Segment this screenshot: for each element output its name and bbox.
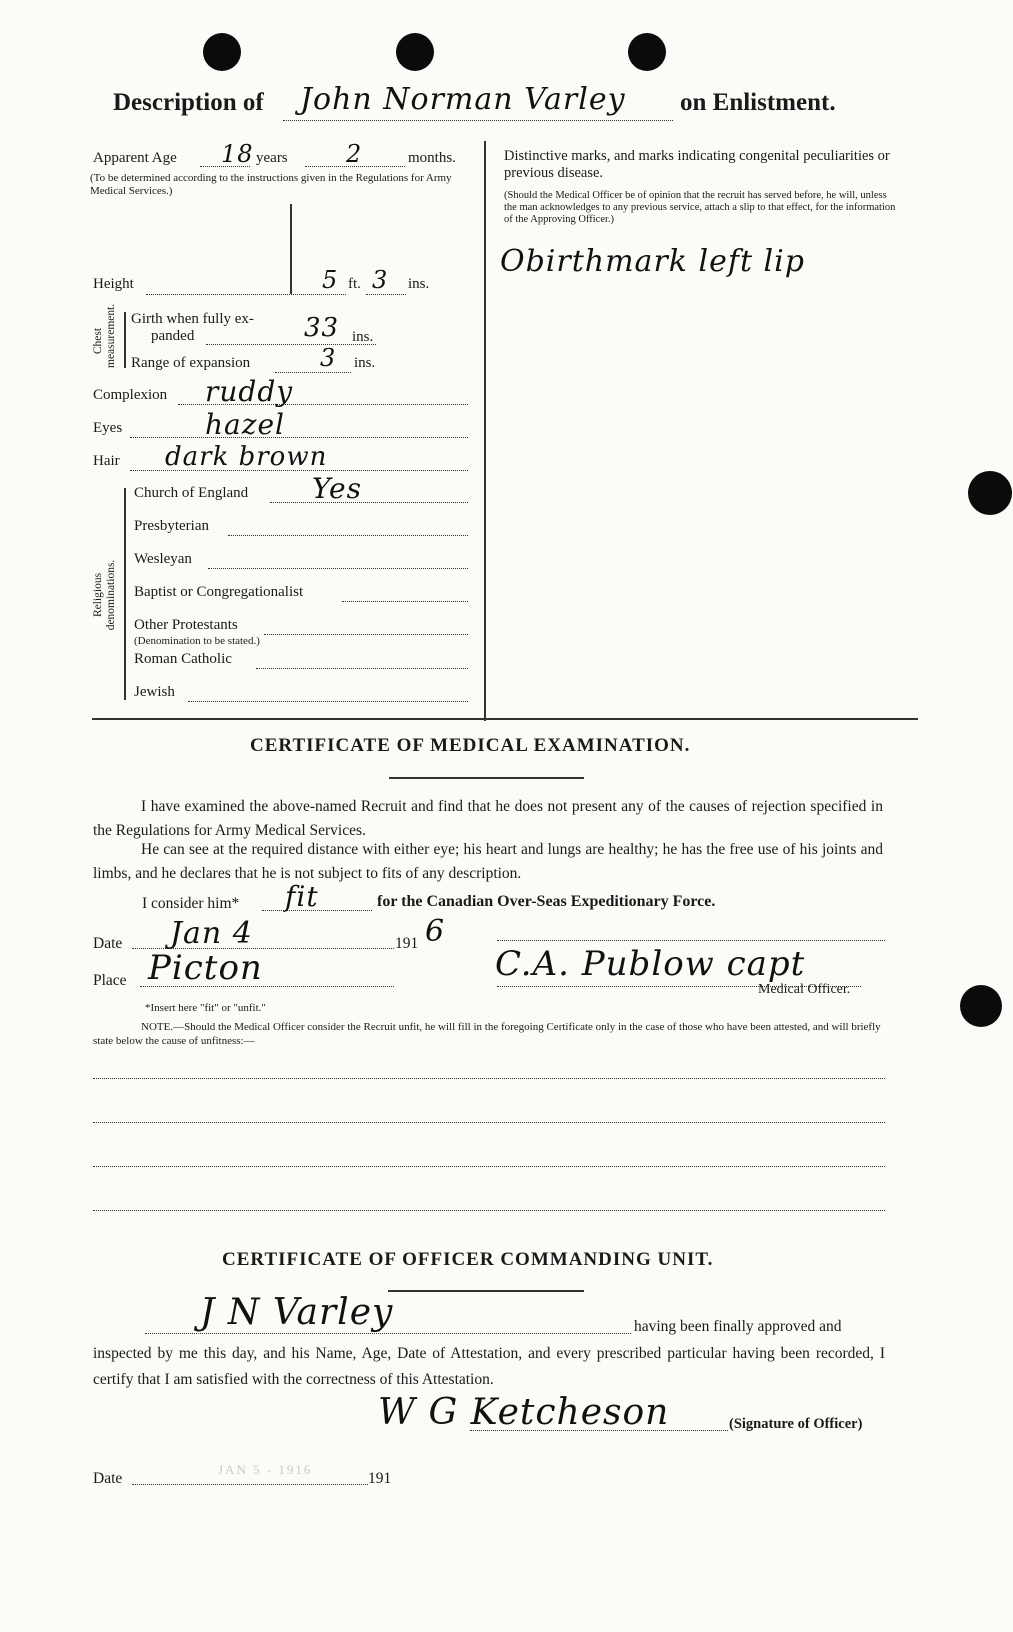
- age-note: (To be determined according to the instructions given in the Regulations for Army Medical Services.): [90, 172, 452, 197]
- other-protestants-note: (Denomination to be stated.): [134, 635, 260, 647]
- punch-hole-top-center: [396, 33, 434, 71]
- religion-side-label: [92, 525, 118, 665]
- age-years-label: years: [256, 150, 288, 166]
- chest-bracket: [124, 312, 126, 368]
- age-years-line: [200, 166, 250, 167]
- medical-officer-signature: C.A. Publow capt: [495, 944, 806, 984]
- eyes-label: Eyes: [93, 420, 123, 436]
- punch-hole-top-left: [203, 33, 241, 71]
- officer-signature: W G Ketcheson: [378, 1392, 670, 1433]
- punch-hole-right-middle: [968, 471, 1012, 515]
- consider-prefix: I consider him*: [142, 895, 240, 912]
- commanding-heading-rule: [388, 1290, 584, 1292]
- hair-label: Hair: [93, 453, 120, 469]
- height-feet-label: ft.: [348, 276, 361, 292]
- consider-suffix: for the Canadian Over-Seas Expeditionary Force.: [377, 893, 716, 910]
- range-label: Range of expansion: [131, 355, 251, 371]
- wesleyan-label: Wesleyan: [134, 551, 192, 567]
- commanding-para: inspected by me this day, and his Name, Age, Date of Attestation, and every prescribed particular having been recorded, I certify that I am satisfied with the correctness of this Attestation.: [93, 1345, 885, 1388]
- roman-catholic-label: Roman Catholic: [134, 651, 232, 667]
- height-inches-line: [366, 294, 406, 295]
- church-of-england-value: Yes: [312, 472, 362, 505]
- girth-label-2: panded: [151, 328, 195, 344]
- commanding-date-label: Date: [93, 1470, 123, 1487]
- height-inches-value: 3: [372, 266, 389, 294]
- complexion-value: ruddy: [205, 375, 294, 408]
- commanding-date-line: [132, 1484, 368, 1485]
- distinctive-value: Obirthmark left lip: [500, 244, 805, 279]
- eyes-line: [130, 437, 468, 438]
- medical-heading: CERTIFICATE OF MEDICAL EXAMINATION.: [250, 735, 691, 756]
- range-unit: ins.: [354, 355, 376, 371]
- age-months-line: [305, 166, 405, 167]
- jewish-label: Jewish: [134, 684, 175, 700]
- other-protestants-line: [264, 634, 468, 635]
- medical-year-digit: 6: [425, 914, 446, 949]
- unfitness-line-4: [93, 1210, 885, 1211]
- chest-side-label-text: Chest measurement.: [92, 303, 117, 368]
- medical-officer-label: Medical Officer.: [758, 982, 851, 997]
- chest-side-label: [92, 303, 118, 368]
- eyes-value: hazel: [205, 408, 286, 441]
- medical-date-value: Jan 4: [170, 916, 253, 951]
- recruit-signature: J N Varley: [200, 1292, 394, 1333]
- name-dotted-line: [283, 120, 673, 121]
- jewish-line: [188, 701, 468, 702]
- medical-date-label: Date: [93, 935, 123, 952]
- column-divider: [484, 141, 486, 721]
- commanding-heading: CERTIFICATE OF OFFICER COMMANDING UNIT.: [222, 1249, 714, 1270]
- religion-bracket: [124, 488, 126, 700]
- unfitness-line-2: [93, 1122, 885, 1123]
- medical-note: NOTE.—Should the Medical Officer consider the Recruit unfit, he will fill in the foregoing Certificate only in the case of those who have been attested, and will briefly state below the cause of unfitness:—: [93, 1021, 881, 1047]
- punch-hole-top-right: [628, 33, 666, 71]
- wesleyan-line: [208, 568, 468, 569]
- medical-para-2: He can see at the required distance with either eye; his heart and lungs are healthy; he has the free use of his joints and limbs, and he declares that he is not subject to fits of any description.: [93, 841, 883, 882]
- place-value: Picton: [148, 948, 263, 988]
- age-years-value: 18: [221, 140, 254, 168]
- unfitness-line-1: [93, 1078, 885, 1079]
- other-protestants-label: Other Protestants: [134, 617, 238, 633]
- height-feet-line: [146, 294, 346, 295]
- unfitness-line-3: [93, 1166, 885, 1167]
- commanding-year-prefix: 191: [368, 1470, 392, 1487]
- age-months-value: 2: [346, 140, 363, 168]
- commanding-date-stamp: JAN 5 - 1916: [218, 1462, 313, 1477]
- baptist-label: Baptist or Congregationalist: [134, 584, 304, 600]
- medical-year-prefix: 191: [395, 935, 419, 952]
- religion-side-label-2: denominations.: [105, 559, 117, 631]
- punch-hole-right-lower: [960, 985, 1002, 1027]
- height-label: Height: [93, 276, 134, 292]
- age-label: Apparent Age: [93, 150, 177, 166]
- consider-value: fit: [285, 880, 319, 913]
- age-months-label: months.: [408, 150, 456, 166]
- approved-text: having been finally approved and: [634, 1318, 842, 1335]
- church-of-england-label: Church of England: [134, 485, 249, 501]
- medical-para-1: I have examined the above-named Recruit and find that he does not present any of the causes of rejection specified in the Regulations for Army Medical Services.: [93, 798, 883, 839]
- church-of-england-line: [270, 502, 468, 503]
- medical-heading-rule: [389, 777, 584, 779]
- presbyterian-label: Presbyterian: [134, 518, 209, 534]
- place-label: Place: [93, 972, 127, 989]
- age-note-bracket: [290, 204, 292, 294]
- girth-line: [206, 344, 376, 345]
- hair-value: dark brown: [165, 442, 328, 472]
- presbyterian-line: [228, 535, 468, 536]
- girth-value: 33: [304, 313, 340, 343]
- height-feet-value: 5: [322, 266, 339, 294]
- girth-label-1: Girth when fully ex-: [131, 311, 254, 327]
- girth-unit: ins.: [352, 329, 374, 345]
- medical-officer-top-line: [497, 940, 885, 941]
- form-bottom-rule: [92, 718, 918, 720]
- complexion-label: Complexion: [93, 387, 168, 403]
- title-prefix: Description of: [113, 89, 264, 116]
- signature-label: (Signature of Officer): [729, 1416, 863, 1432]
- recruit-name: John Norman Varley: [300, 82, 626, 117]
- height-inches-label: ins.: [408, 276, 430, 292]
- insert-note: *Insert here "fit" or "unfit.": [145, 1002, 266, 1014]
- title-suffix: on Enlistment.: [680, 89, 836, 116]
- distinctive-title: Distinctive marks, and marks indicating congenital peculiarities or previous disease.: [504, 148, 890, 181]
- range-line: [275, 372, 351, 373]
- distinctive-note: (Should the Medical Officer be of opinion that the recruit has served before, he will, unless the man acknowledges to any previous service, attach a slip to that effect, for the information of the Approving Officer.): [504, 190, 896, 225]
- religion-side-label-1: Religious: [92, 572, 104, 618]
- recruit-signature-line: [145, 1333, 631, 1334]
- baptist-line: [342, 601, 468, 602]
- roman-catholic-line: [256, 668, 468, 669]
- range-value: 3: [320, 344, 337, 372]
